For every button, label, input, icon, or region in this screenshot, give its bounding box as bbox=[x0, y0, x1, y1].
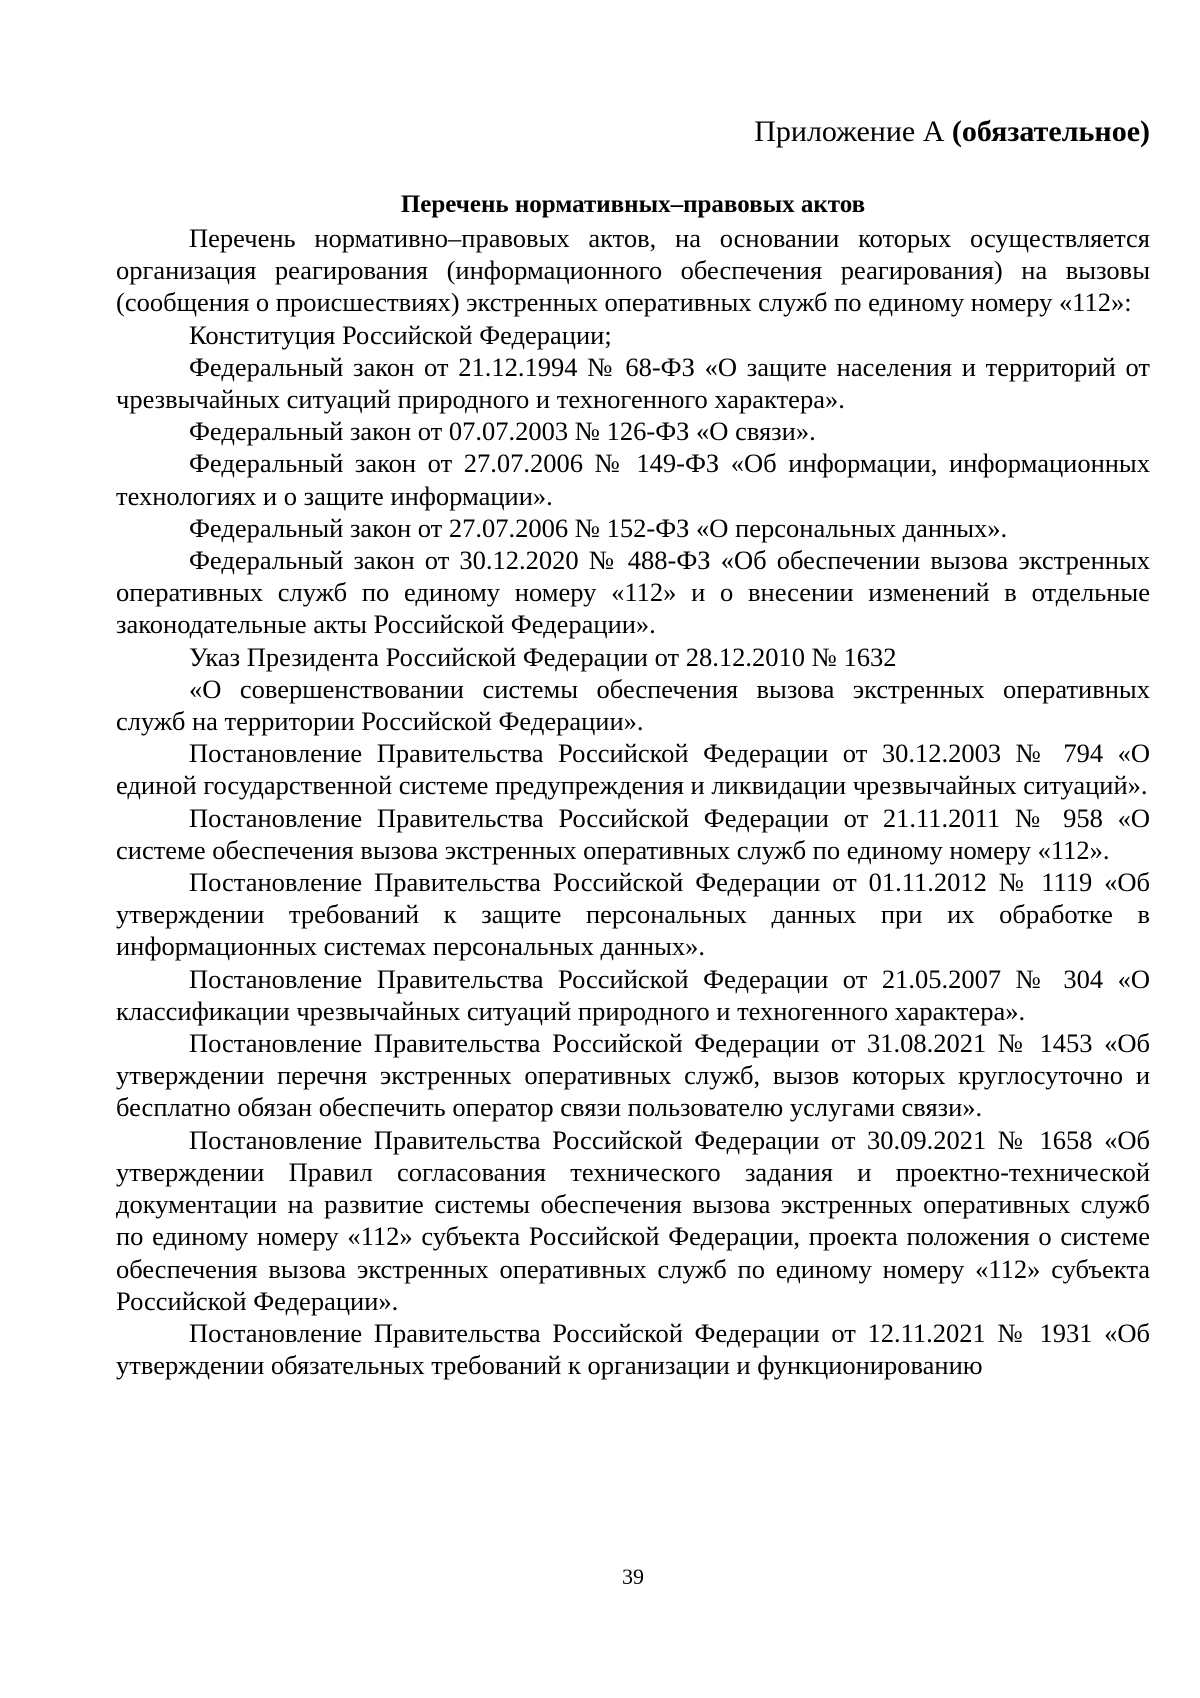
act-item: Постановление Правительства Российской Федерации от 01.11.2012 № 1119 «Об утверждении требований к защите персональных данных при их обработке в информационных системах персональных данных». bbox=[116, 867, 1150, 962]
act-item: Постановление Правительства Российской Федерации от 12.11.2021 № 1931 «Об утверждении обязательных требований к организации и функционированию bbox=[116, 1317, 1150, 1381]
act-item: Федеральный закон от 27.07.2006 № 152-ФЗ «О персональных данных». bbox=[189, 512, 1008, 543]
act-item: Федеральный закон от 21.12.1994 № 68-ФЗ «О защите населения и территорий от чрезвычайных ситуаций природного и техногенного характера». bbox=[116, 351, 1150, 415]
list-title: Перечень нормативных–правовых актов bbox=[400, 191, 866, 218]
intro-paragraph: Перечень нормативно–правовых актов, на основании которых осуществляется организация реагирования (информационного обеспечения реагирования) на вызовы (сообщения о происшествиях) экстренных оперативных служб по единому номеру «112»: bbox=[116, 223, 1150, 318]
act-item: Постановление Правительства Российской Федерации от 30.09.2021 № 1658 «Об утверждении Правил согласования технического задания и проектно-технической документации на развитие системы обеспечения вызова экстренных оперативных служб по единому номеру «112» субъекта Российской Федерации, проекта положения о системе обеспечения вызова экстренных оперативных служб по единому номеру «112» субъекта Российской Федерации». bbox=[116, 1124, 1150, 1316]
act-item: Постановление Правительства Российской Федерации от 30.12.2003 № 794 «О единой государственной системе предупреждения и ликвидации чрезвычайных ситуаций». bbox=[116, 738, 1150, 801]
act-item: Федеральный закон от 30.12.2020 № 488-ФЗ «Об обеспечении вызова экстренных оперативных служб по единому номеру «112» и о внесении изменений в отдельные законодательные акты Российской Федерации». bbox=[116, 545, 1150, 640]
act-item: Федеральный закон от 27.07.2006 № 149-ФЗ «Об информации, информационных технологиях и о защите информации». bbox=[116, 448, 1150, 511]
appendix-heading bbox=[754, 112, 1150, 152]
document-body bbox=[116, 222, 1150, 1381]
act-item: Федеральный закон от 07.07.2003 № 126-ФЗ «О связи». bbox=[189, 416, 816, 447]
appendix-label: Приложение А bbox=[754, 115, 945, 148]
page-number: 39 bbox=[622, 1564, 644, 1589]
act-item: Постановление Правительства Российской Федерации от 21.05.2007 № 304 «О классификации чрезвычайных ситуаций природного и техногенного характера». bbox=[116, 963, 1150, 1026]
appendix-qualifier: (обязательное) bbox=[951, 115, 1150, 148]
act-item: Указ Президента Российской Федерации от 28.12.2010 № 1632 bbox=[189, 641, 897, 672]
act-item: Постановление Правительства Российской Федерации от 21.11.2011 № 958 «О системе обеспечения вызова экстренных оперативных служб по единому номеру «112». bbox=[116, 802, 1150, 865]
document-page bbox=[116, 0, 1150, 1698]
act-item: Постановление Правительства Российской Федерации от 31.08.2021 № 1453 «Об утверждении перечня экстренных оперативных служб, вызов которых круглосуточно и бесплатно обязан обеспечить оператор связи пользователю услугами связи». bbox=[116, 1028, 1150, 1123]
act-item: Конституция Российской Федерации; bbox=[189, 319, 612, 350]
act-item: «О совершенствовании системы обеспечения вызова экстренных оперативных служб на территории Российской Федерации». bbox=[116, 673, 1150, 737]
